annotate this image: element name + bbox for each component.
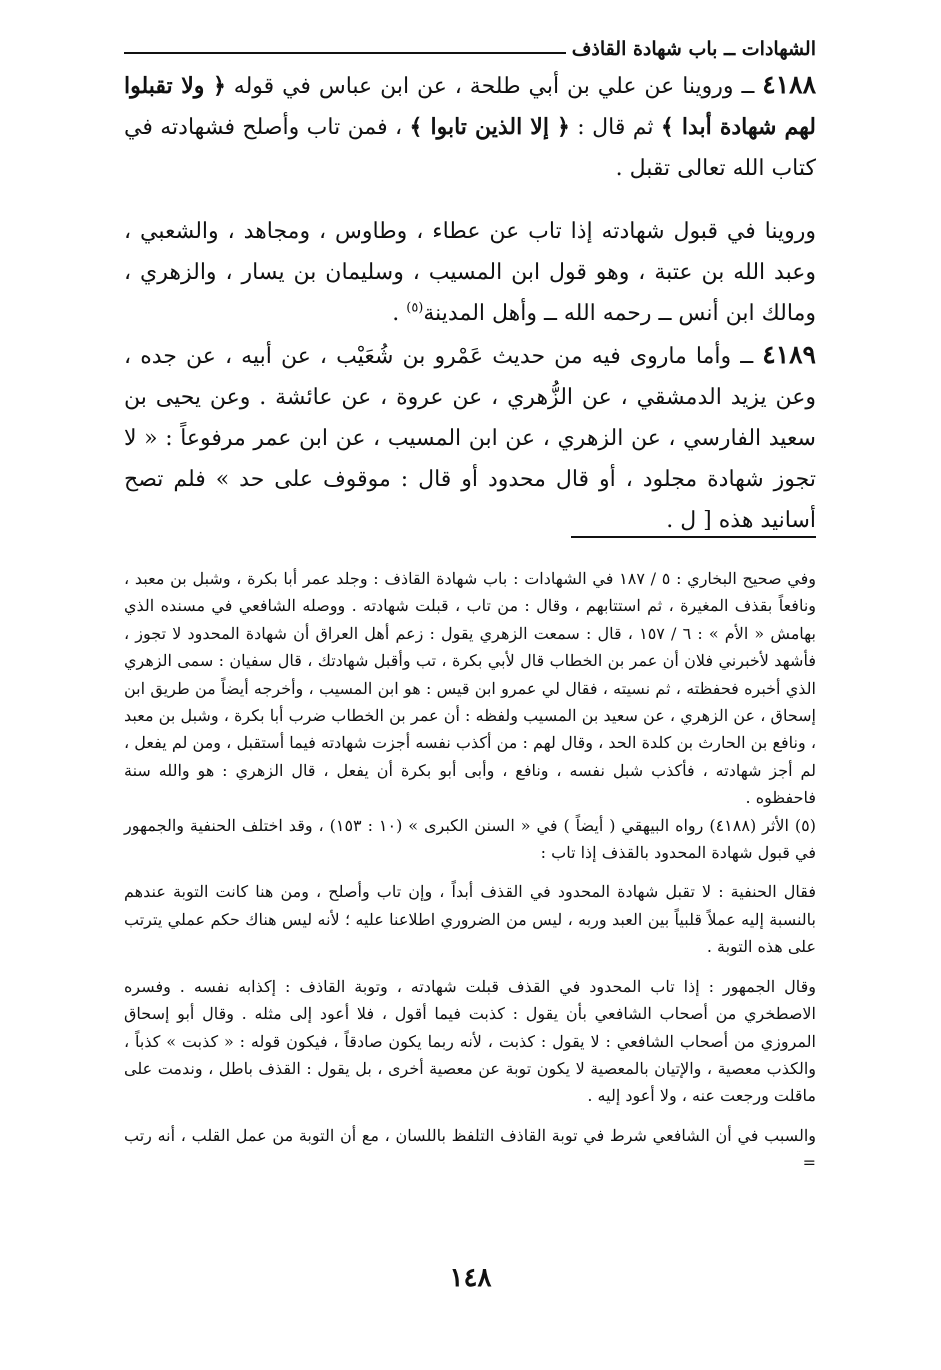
paragraph-number: ٤١٨٨ [762,70,816,99]
paragraph-4188 [124,64,816,189]
dash: ــ [731,344,763,369]
quran-quote: ﴿ إلا الذين تابوا ﴾ [409,114,570,140]
paragraph-text: وروينا في قبول شهادته إذا تاب عن عطاء ، وطاوس ، ومجاهد ، والشعبي ، وعبد الله بن عتبة ، وهو قول ابن المسيب ، وسليمان بن يسار ، والزهري ، ومالك ابن أنس ــ رحمه الله ــ وأهل المدينة [124,219,816,326]
footnote-continuation: وفي صحيح البخاري : ٥ / ١٨٧ في الشهادات : باب شهادة القاذف : وجلد عمر أبا بكرة ، وشبل بن معبد ، ونافعاً بقذف المغيرة ، ثم استتابهم ، وقال : من تاب ، قبلت شهادته . ووصله الشافعي في مسنده الذي بهامش « الأم » : ٦ / ١٥٧ ، قال : سمعت الزهري يقول : زعم أهل العراق أن شهادة المحدود لا تجوز ، فأشهد لأخبرني فلان أن عمر بن الخطاب قال لأبي بكرة ، تب وأقبل شهادتك ، قال سفيان : سمى الزهري الذي أخبره فحفظته ، ثم نسيته ، فقال لي عمرو ابن قيس : هو ابن المسيب ، وأخرجه أيضاً من طريق ابن إسحاق ، عن الزهري ، عن سعيد بن المسيب ولفظه : أن عمر بن الخطاب ضرب أبا بكرة ، وشبل بن معبد ، ونافع بن الحارث بن كلدة الحد ، وقال لهم : من أكذب نفسه أجزت شهادته فيما أستقبل ، ومن لم يفعل ، لم أجز شهادته ، فأكذب شبل نفسه ، ونافع ، وأبى أبو بكرة أن يفعل ، قال الزهري : هو والله سنة فاحفظوه . [124,569,817,808]
running-head-title: الشهادات ــ باب شهادة القاذف [571,38,816,60]
footnote-ref[interactable]: (٥) [406,300,424,316]
paragraph-number: ٤١٨٩ [762,340,816,369]
paragraph-4189 [124,334,816,541]
footnote-separator [571,536,816,538]
paragraph-text: وروينا عن علي بن أبي طلحة ، عن ابن عباس في قوله [225,74,734,99]
footnote-reason: والسبب في أن الشافعي شرط في توبة القاذف التلفظ باللسان ، مع أن التوبة من عمل القلب ، أنه رتب = [124,1125,816,1173]
footnote-hanafi: فقال الحنفية : لا تقبل شهادة المحدود في القذف أبداً ، وإن تاب وأصلح ، ومن هنا كانت التوبة عندهم بالنسبة إليه عملاً قلبياً بين العبد وربه ، ليس من الضروري اطلاعنا عليه ؛ لأنه ليس هناك حكم عملي يترتب على هذه التوبة . [124,882,816,957]
dash: ــ [733,74,763,99]
paragraph-text: ، فمن تاب وأصلح فشهادته في كتاب الله تعالى تقبل . [124,115,816,181]
footnote-jumhur: وقال الجمهور : إذا تاب المحدود في القذف قبلت شهادته ، وتوبة القاذف : إكذابه نفسه . وفسره الاصطخري من أصحاب الشافعي بأن يقول : كذبت فيما أقول ، فلا أعود إلى مثله . وقال أبو إسحاق المروزي من أصحاب الشافعي : لا يقول : كذبت ، لأنه ربما يكون صادقاً ، فيكون قوله : « كذبت » كذباً ، والكذب معصية ، والإتيان بالمعصية لا يكون توبة عن معصية أخرى ، بل يقول : القذف باطل ، وندمت على ماقلت ورجعت عنه ، ولا أعود إليه . [124,976,816,1106]
page-number: ١٤٨ [449,1263,492,1293]
footnote-5: (٥) الأثر (٤١٨٨) رواه البيهقي ( أيضاً ) في « السنن الكبرى » (١٠ : ١٥٣) ، وقد اختلف الحنفية والجمهور في قبول شهادة المحدود بالقذف إذا تاب : [124,815,817,863]
running-head [124,30,816,60]
paragraph-text: ثم قال : [569,115,661,140]
running-head-rule [124,52,566,54]
paragraph-text: وأما ماروى فيه من حديث عَمْرو بن شُعَيْب ، عن أبيه ، عن جده ، وعن يزيد الدمشقي ، عن الزُّهري ، عن عروة ، عن عائشة . وعن يحيى بن سعيد الفارسي ، عن الزهري ، عن ابن المسيب ، عن ابن عمر مرفوعاً : « لا تجوز شهادة مجلود ، أو قال محدود أو قال : موقوف على حد » فلم تصح أسانيد هذه [ ل . [124,344,816,533]
paragraph-end: . [392,301,407,326]
paragraph-acceptance [124,211,816,334]
footnotes [124,565,816,1177]
quran-quote: ﴿ ولا تقبلوا لهم شهادة أبدا ﴾ [124,73,816,140]
main-text [124,64,816,541]
